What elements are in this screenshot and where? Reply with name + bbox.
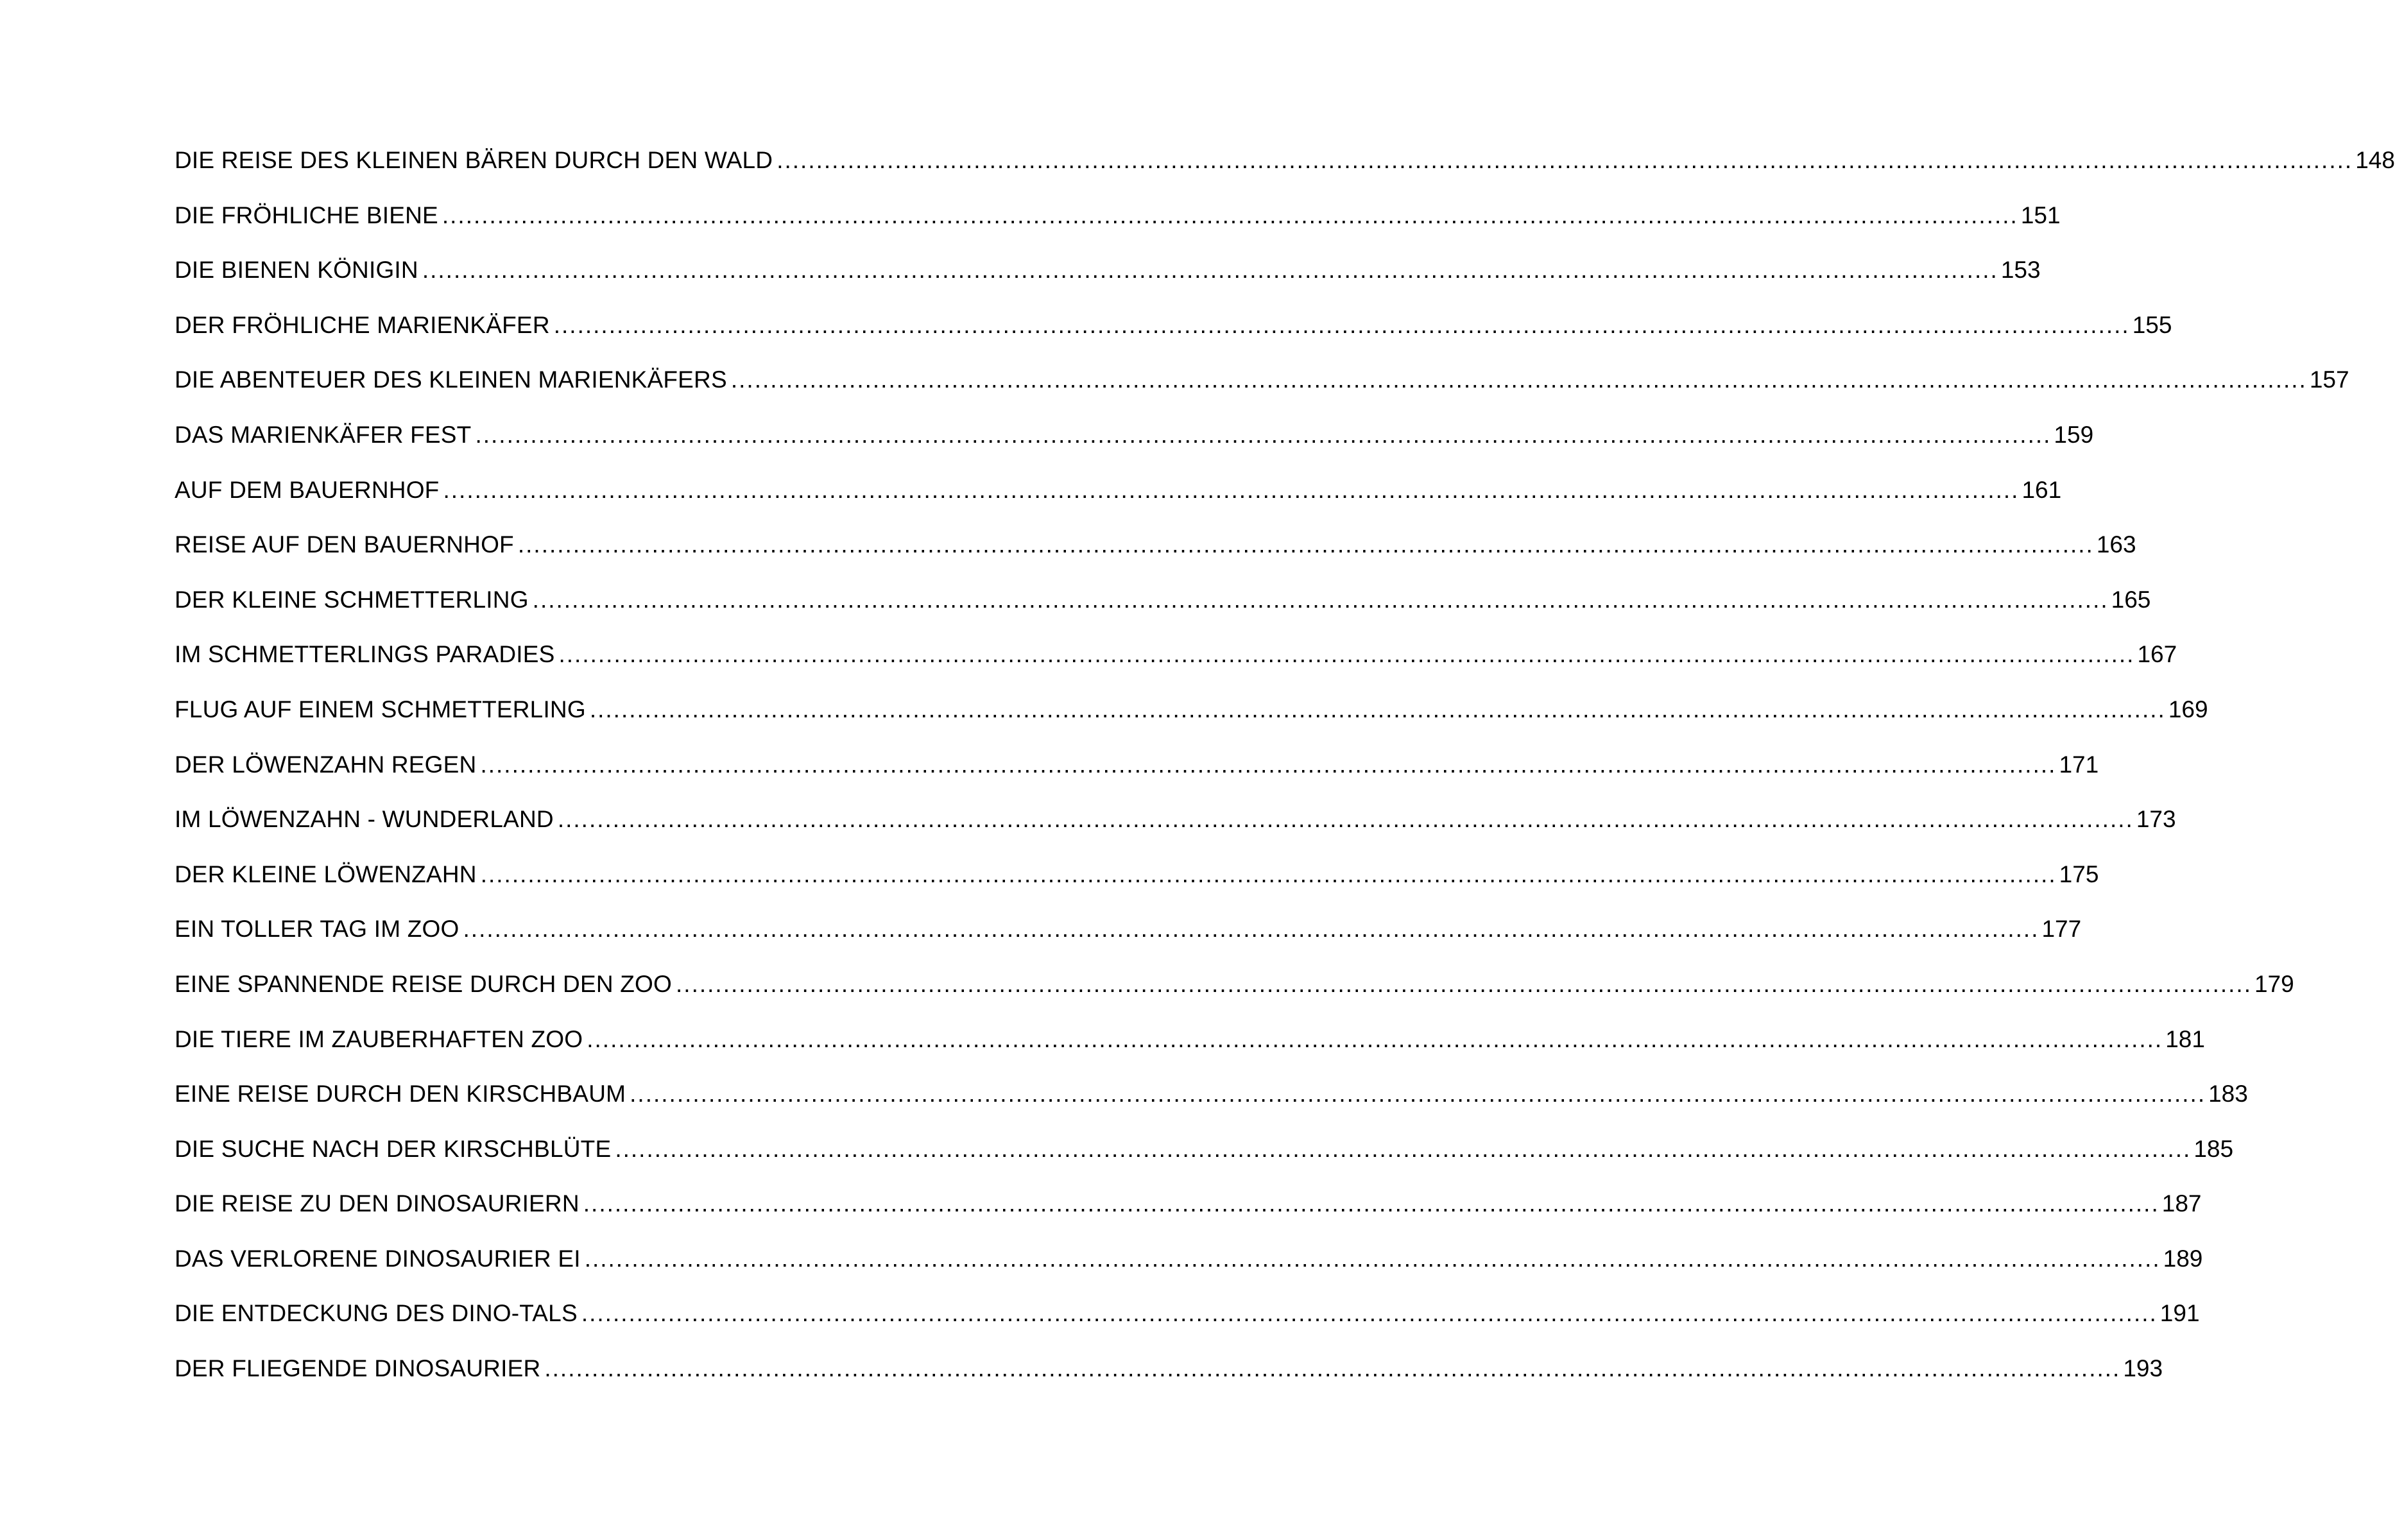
toc-entry xyxy=(175,637,2177,692)
toc-entry xyxy=(175,527,2136,582)
toc-dot-leader: ........................................................................................................................................................................................................ xyxy=(584,1245,2161,1272)
toc-entry xyxy=(175,307,2172,363)
toc-entry-page-number: 151 xyxy=(2020,201,2061,228)
toc-dot-leader: ........................................................................................................................................................................................................ xyxy=(422,257,1998,284)
toc-entry xyxy=(175,252,2041,307)
toc-entry xyxy=(175,966,2294,1022)
toc-entry-page-number: 179 xyxy=(2254,970,2294,997)
toc-dot-leader: ........................................................................................................................................................................................................ xyxy=(442,201,2018,228)
toc-dot-leader: ........................................................................................................................................................................................................ xyxy=(615,1135,2192,1162)
toc-entry-title: EINE REISE DURCH DEN KIRSCHBAUM xyxy=(175,1081,626,1108)
toc-entry xyxy=(175,1131,2234,1186)
toc-dot-leader: ........................................................................................................................................................................................................ xyxy=(480,860,2057,887)
toc-entry xyxy=(175,362,2349,417)
toc-entry-title: DAS MARIENKÄFER FEST xyxy=(175,421,472,448)
toc-entry xyxy=(175,1351,2163,1406)
toc-dot-leader: ........................................................................................................................................................................................................ xyxy=(589,696,2166,723)
toc-entry-page-number: 171 xyxy=(2059,751,2099,778)
toc-entry-page-number: 167 xyxy=(2137,641,2177,668)
toc-entry-page-number: 175 xyxy=(2059,860,2099,887)
table-of-contents xyxy=(175,142,2395,1406)
toc-dot-leader: ........................................................................................................................................................................................................ xyxy=(480,751,2057,778)
toc-entry-page-number: 163 xyxy=(2096,531,2136,558)
toc-dot-leader: ........................................................................................................................................................................................................ xyxy=(777,147,2353,173)
toc-entry xyxy=(175,1241,2203,1296)
toc-dot-leader: ........................................................................................................................................................................................................ xyxy=(532,586,2109,613)
toc-entry-page-number: 153 xyxy=(2000,257,2041,284)
toc-dot-leader: ........................................................................................................................................................................................................ xyxy=(583,1190,2159,1217)
toc-entry-page-number: 161 xyxy=(2022,476,2062,503)
toc-entry xyxy=(175,801,2176,857)
toc-entry xyxy=(175,1022,2205,1077)
toc-dot-leader: ........................................................................................................................................................................................................ xyxy=(463,916,2039,943)
toc-dot-leader: ........................................................................................................................................................................................................ xyxy=(475,421,2052,448)
toc-entry-title: DIE BIENEN KÖNIGIN xyxy=(175,257,418,284)
toc-entry-page-number: 181 xyxy=(2165,1025,2205,1052)
toc-entry xyxy=(175,692,2208,747)
toc-entry xyxy=(175,198,2061,253)
toc-entry xyxy=(175,142,2395,198)
toc-entry xyxy=(175,747,2099,802)
toc-entry xyxy=(175,1186,2202,1241)
toc-entry xyxy=(175,472,2062,527)
toc-entry-page-number: 157 xyxy=(2309,366,2349,393)
toc-entry-page-number: 187 xyxy=(2161,1190,2202,1217)
toc-entry-title: DER LÖWENZAHN REGEN xyxy=(175,751,477,778)
toc-entry xyxy=(175,857,2099,912)
toc-dot-leader: ........................................................................................................................................................................................................ xyxy=(443,476,2020,503)
toc-entry xyxy=(175,582,2151,637)
toc-entry-title: DER KLEINE SCHMETTERLING xyxy=(175,586,529,613)
toc-entry-page-number: 169 xyxy=(2168,696,2208,723)
toc-entry xyxy=(175,1076,2248,1131)
toc-dot-leader: ........................................................................................................................................................................................................ xyxy=(630,1081,2206,1108)
toc-entry-page-number: 177 xyxy=(2041,916,2082,943)
toc-entry-page-number: 185 xyxy=(2193,1135,2234,1162)
toc-dot-leader: ........................................................................................................................................................................................................ xyxy=(544,1355,2121,1382)
toc-entry-title: REISE AUF DEN BAUERNHOF xyxy=(175,531,514,558)
toc-entry-title: DIE ABENTEUER DES KLEINEN MARIENKÄFERS xyxy=(175,366,727,393)
toc-entry-page-number: 173 xyxy=(2136,806,2176,833)
toc-entry-title: DIE FRÖHLICHE BIENE xyxy=(175,201,438,228)
toc-entry-page-number: 165 xyxy=(2111,586,2151,613)
toc-entry-title: DIE REISE ZU DEN DINOSAURIERN xyxy=(175,1190,579,1217)
toc-dot-leader: ........................................................................................................................................................................................................ xyxy=(730,366,2307,393)
toc-entry-title: DER FRÖHLICHE MARIENKÄFER xyxy=(175,311,550,338)
toc-entry-title: DAS VERLORENE DINOSAURIER EI xyxy=(175,1245,581,1272)
toc-entry xyxy=(175,911,2082,966)
toc-dot-leader: ........................................................................................................................................................................................................ xyxy=(557,806,2134,833)
toc-entry-title: EIN TOLLER TAG IM ZOO xyxy=(175,916,459,943)
toc-entry xyxy=(175,1296,2200,1351)
toc-entry-page-number: 155 xyxy=(2132,311,2172,338)
toc-entry-title: DER KLEINE LÖWENZAHN xyxy=(175,860,477,887)
toc-entry-title: DER FLIEGENDE DINOSAURIER xyxy=(175,1355,541,1382)
toc-dot-leader: ........................................................................................................................................................................................................ xyxy=(676,970,2252,997)
toc-dot-leader: ........................................................................................................................................................................................................ xyxy=(581,1300,2158,1327)
toc-entry-title: EINE SPANNENDE REISE DURCH DEN ZOO xyxy=(175,970,673,997)
toc-entry-page-number: 193 xyxy=(2123,1355,2163,1382)
toc-entry-title: DIE TIERE IM ZAUBERHAFTEN ZOO xyxy=(175,1025,583,1052)
toc-entry-page-number: 191 xyxy=(2159,1300,2200,1327)
toc-entry-page-number: 183 xyxy=(2208,1081,2248,1108)
toc-entry-title: DIE SUCHE NACH DER KIRSCHBLÜTE xyxy=(175,1135,612,1162)
toc-entry-title: IM SCHMETTERLINGS PARADIES xyxy=(175,641,555,668)
toc-entry-title: FLUG AUF EINEM SCHMETTERLING xyxy=(175,696,586,723)
toc-dot-leader: ........................................................................................................................................................................................................ xyxy=(517,531,2094,558)
toc-entry-title: AUF DEM BAUERNHOF xyxy=(175,476,440,503)
toc-dot-leader: ........................................................................................................................................................................................................ xyxy=(558,641,2135,668)
toc-entry-title: IM LÖWENZAHN - WUNDERLAND xyxy=(175,806,554,833)
toc-entry-page-number: 148 xyxy=(2355,147,2395,173)
toc-dot-leader: ........................................................................................................................................................................................................ xyxy=(587,1025,2163,1052)
toc-entry-title: DIE ENTDECKUNG DES DINO-TALS xyxy=(175,1300,578,1327)
toc-entry xyxy=(175,417,2094,472)
toc-dot-leader: ........................................................................................................................................................................................................ xyxy=(553,311,2130,338)
toc-entry-title: DIE REISE DES KLEINEN BÄREN DURCH DEN WALD xyxy=(175,147,773,173)
toc-entry-page-number: 189 xyxy=(2163,1245,2203,1272)
toc-entry-page-number: 159 xyxy=(2054,421,2094,448)
